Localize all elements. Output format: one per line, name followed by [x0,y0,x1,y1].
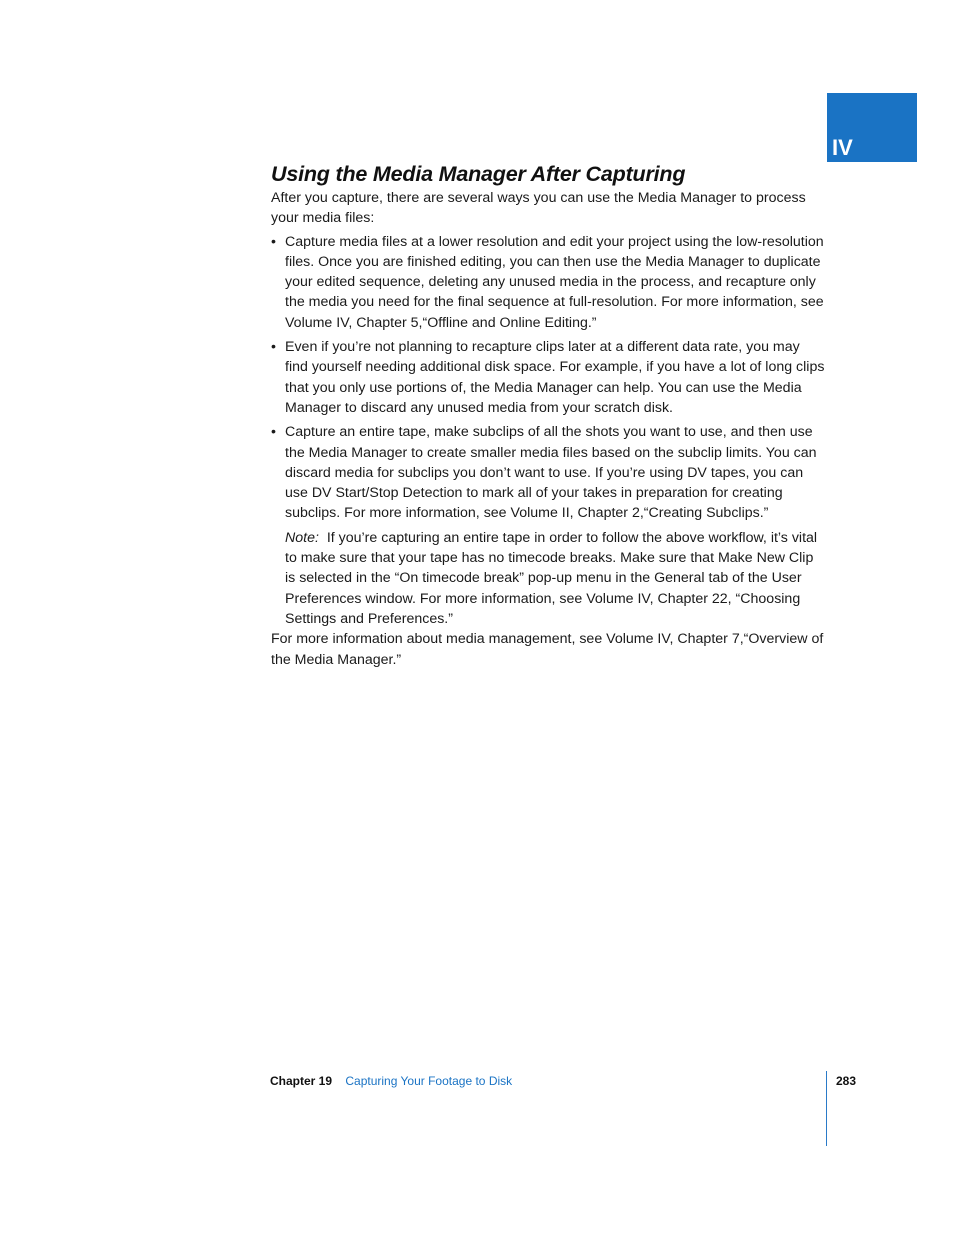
page-footer [270,1073,512,1089]
bullet-symbol: • [271,233,276,250]
note-label: Note: [285,529,319,546]
bullet-text: Even if you’re not planning to recapture clips later at a different data rate, you may find yourself needing additional disk space. For example, if you have a lot of long clips that you only use portions of, the Media Manager can help. You can use the Media Manager to discard any unused media from your scratch disk. [285,339,825,416]
bullet-symbol: • [271,424,276,441]
intro-paragraph: After you capture, there are several ways you can use the Media Manager to process your media files: [271,190,806,227]
footer-chapter: Chapter 19 [270,1074,333,1088]
part-tab-label: IV [832,135,853,160]
list-item [271,337,826,418]
closing-paragraph: For more information about media management, see Volume IV, Chapter 7,“Overview of the Media Manager.” [271,631,824,668]
note-paragraph [271,528,826,629]
bullet-text: Capture an entire tape, make subclips of all the shots you want to use, and then use the Media Manager to create smaller media files based on the subclip limits. You can discard media for subclips you don’t want to use. If you’re using DV tapes, you can use DV Start/Stop Detection to mark all of your takes in preparation for creating subclips. For more information, see Volume II, Chapter 2,“Creating Subclips.” [285,424,817,522]
part-tab [827,93,917,162]
footer-chapter-title: Capturing Your Footage to Disk [345,1074,513,1088]
page-content [271,160,826,670]
bullet-symbol: • [271,339,276,356]
list-item [271,232,826,333]
bullet-text: Capture media files at a lower resolution and edit your project using the low-resolution files. Once you are finished editing, you can then use the Media Manager to duplicate your edited sequence, deleting any unused media in the process, and recapture only the media you need for the final sequence at full-resolution. For more information, see Volume IV, Chapter 5,“Offline and Online Editing.” [285,233,824,331]
page-number: 283 [836,1074,857,1088]
footer-divider [826,1071,827,1146]
bullet-list [271,232,826,524]
note-text: If you’re capturing an entire tape in order to follow the above workflow, it’s vital to make sure that your tape has no timecode breaks. Make sure that Make New Clip is selected in the “On timecode break” pop-up menu in the General tab of the User Preferences window. For more information, see Volume IV, Chapter 22, “Choosing Settings and Preferences.” [285,529,818,627]
section-heading: Using the Media Manager After Capturing [271,162,686,186]
list-item [271,422,826,523]
